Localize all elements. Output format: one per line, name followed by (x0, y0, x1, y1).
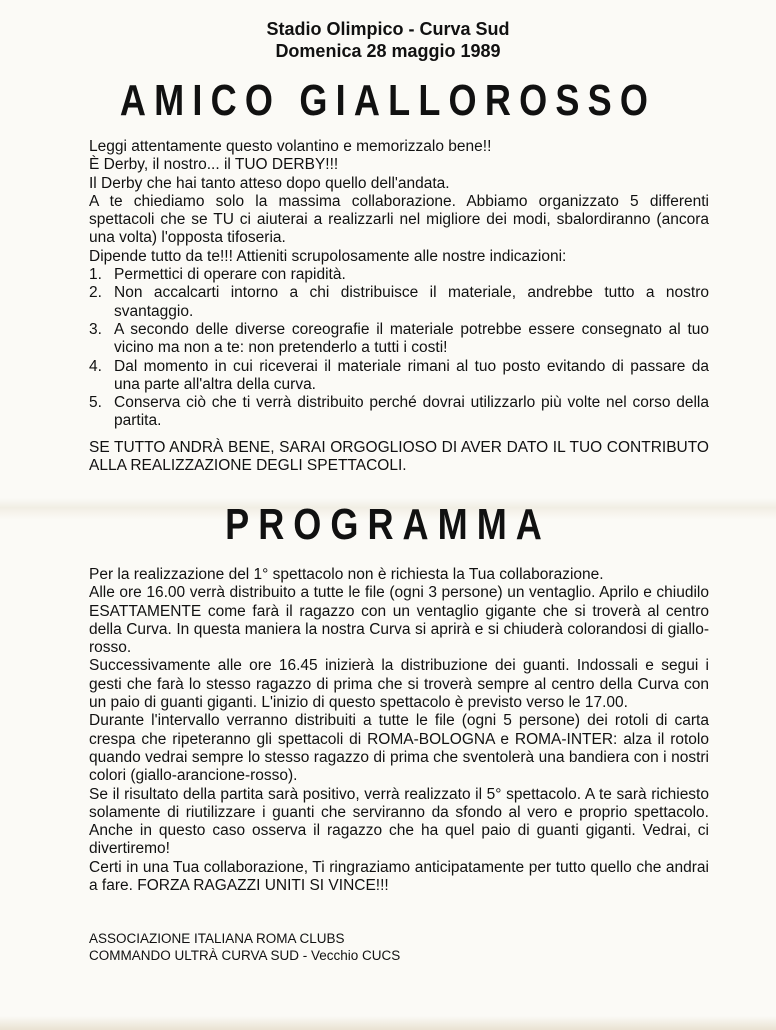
intro-line: Leggi attentamente questo volantino e memorizzalo bene!! (89, 138, 492, 155)
page-title: AMICO GIALLOROSSO (119, 76, 657, 125)
instruction-item (89, 284, 709, 321)
instruction-text: Permettici di operare con rapidità. (114, 266, 346, 284)
instruction-text: Dal momento in cui riceverai il materiale rimani al tuo posto evitando di passare da una parte all'altra della curva. (114, 357, 709, 393)
header-venue: Stadio Olimpico - Curva Sud (266, 19, 510, 39)
intro-section (89, 138, 709, 475)
programma-title: PROGRAMMA (225, 500, 551, 549)
signature-org: ASSOCIAZIONE ITALIANA ROMA CLUBS (89, 931, 345, 946)
signature-group: COMMANDO ULTRÀ CURVA SUD - Vecchio CUCS (89, 948, 401, 963)
programma-paragraph: Durante l'intervallo verranno distribuiti a tutte le file (ogni 5 persone) dei rotoli di carta crespa che ripeteranno gli spettacoli di ROMA-BOLOGNA e ROMA-INTER: alza il rotolo quando vedrai sempre lo stesso ragazzo di prima che sventolerà una bandiera con i nostri colori (giallo-arancione-rosso). (89, 712, 709, 785)
closing-statement: SE TUTTO ANDRÀ BENE, SARAI ORGOGLIOSO DI AVER DATO IL TUO CONTRIBUTO ALLA REALIZZAZIONE DEGLI SPETTACOLI. (89, 438, 709, 475)
intro-line: È Derby, il nostro... il TUO DERBY!!! (89, 156, 339, 174)
instruction-number: 3. (89, 320, 102, 338)
instruction-item (89, 394, 709, 431)
header-date: Domenica 28 maggio 1989 (275, 41, 501, 61)
instruction-item (89, 321, 709, 358)
instruction-text: A secondo delle diverse coreografie il materiale potrebbe essere consegnato al tuo vicino ma non a te: non pretenderlo a tutti i costi! (114, 320, 709, 357)
programma-paragraph: Se il risultato della partita sarà positivo, verrà realizzato il 5° spettacolo. A te sarà richiesto solamente di riutilizzare i guanti che serviranno da sfondo al vero e proprio spettacolo. Anche in questo caso osserva il ragazzo che ha quel paio di guanti giganti. Vedrai, ci divertiremo! (89, 785, 709, 858)
instruction-item (89, 266, 709, 284)
instruction-number: 1. (89, 266, 102, 284)
intro-line: Dipende tutto da te!!! Attieniti scrupolosamente alle nostre indicazioni: (89, 247, 567, 265)
instruction-number: 4. (89, 357, 102, 375)
intro-paragraph: A te chiediamo solo la massima collaborazione. Abbiamo organizzato 5 differenti spettacoli che se TU ci aiuterai a realizzarli nel migliore dei modi, sbalordiranno (ancora una volta) l'opposta tifoseria. (89, 192, 709, 247)
instruction-number: 2. (89, 284, 102, 302)
paper-edge-shadow (0, 1016, 776, 1030)
programma-section (89, 566, 709, 895)
programma-paragraph: Certi in una Tua collaborazione, Ti ringraziamo anticipatamente per tutto quello che andrai a fare. FORZA RAGAZZI UNITI SI VINCE!!! (89, 858, 709, 895)
programma-paragraph: Successivamente alle ore 16.45 inizierà la distribuzione dei guanti. Indossali e segui i gesti che farà lo stesso ragazzo di prima che si troverà sempre al centro della Curva con un paio di guanti giganti. L'inizio di questo spettacolo è previsto verso le 17.00. (89, 657, 709, 712)
programma-paragraph: Per la realizzazione del 1° spettacolo non è richiesta la Tua collaborazione. (89, 566, 604, 583)
programma-paragraph: Alle ore 16.00 verrà distribuito a tutte le file (ogni 3 persone) un ventaglio. Aprilo e chiudilo ESATTAMENTE come farà il ragazzo con un ventaglio gigante che si troverà al centro della Curva. In questa maniera la nostra Curva si aprirà e si chiuderà colorandosi di giallo-rosso. (89, 584, 709, 657)
instruction-text: Non accalcarti intorno a chi distribuisce il materiale, andrebbe tutto a nostro svantaggio. (114, 284, 709, 320)
instruction-number: 5. (89, 394, 102, 412)
intro-line: Il Derby che hai tanto atteso dopo quello dell'andata. (89, 174, 450, 192)
instruction-item (89, 358, 709, 395)
instruction-text: Conserva ciò che ti verrà distribuito perché dovrai utilizzarlo più volte nel corso della partita. (114, 394, 709, 430)
